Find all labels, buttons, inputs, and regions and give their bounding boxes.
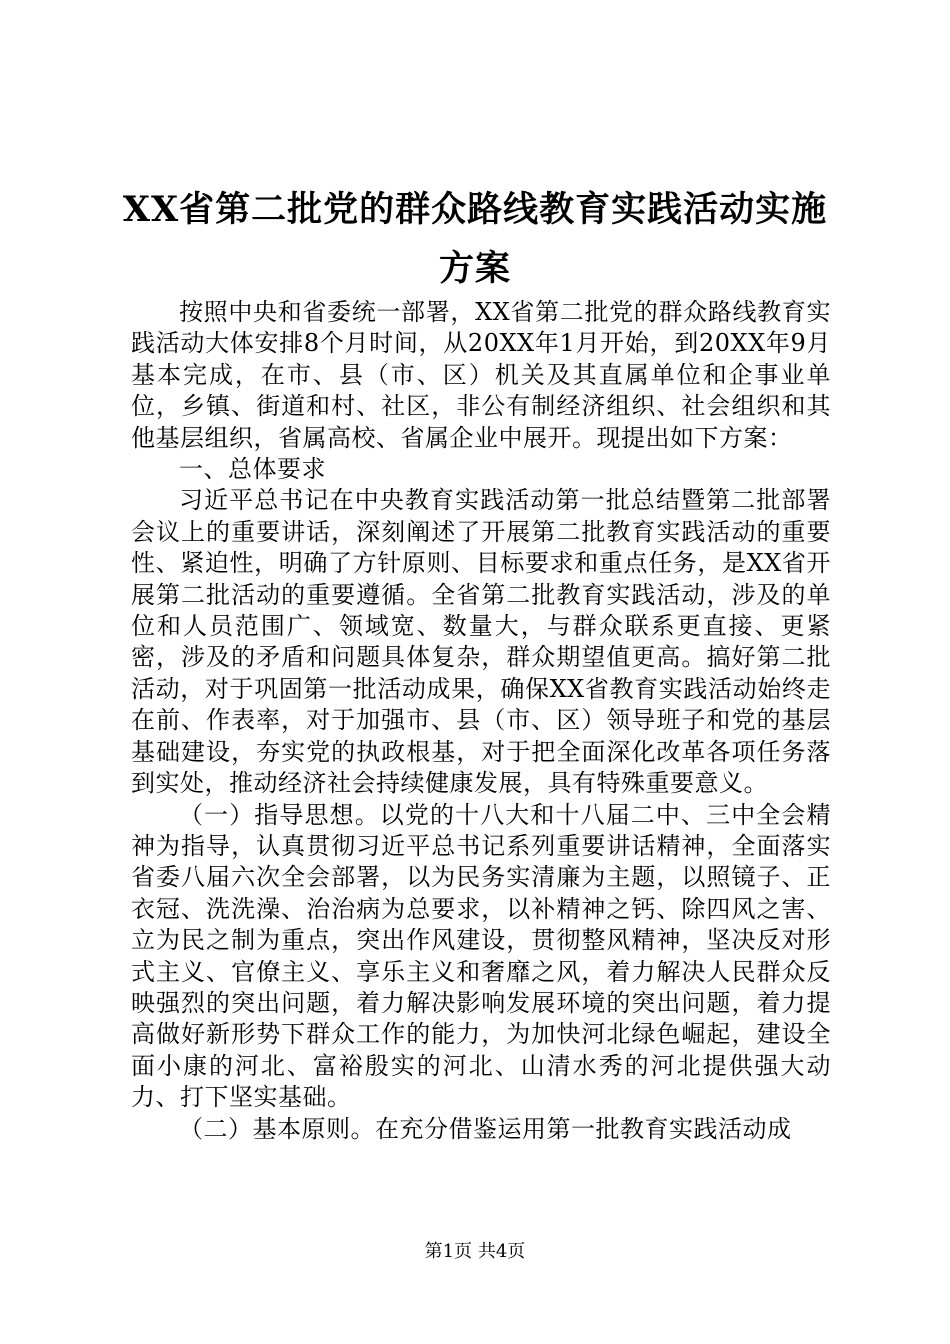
page-footer: 第1页 共4页 (424, 1241, 526, 1262)
paragraph-intro: 按照中央和省委统一部署，XX省第二批党的群众路线教育实践活动大体安排8个月时间，从20XX年1月开始，到20XX年9月基本完成，在市、县（市、区）机关及其直属单位和企事业单位，乡镇、街道和村、社区，非公有制经济组织、社会组织和其他基层组织，省属高校、省属企业中展开。现提出如下方案： (131, 298, 831, 452)
document-body (131, 297, 831, 1145)
paragraph-guiding-ideology: （一）指导思想。以党的十八大和十八届二中、三中全会精神为指导，认真贯彻习近平总书记系列重要讲话精神，全面落实省委八届六次全会部署，以为民务实清廉为主题，以照镜子、正衣冠、洗洗澡、治治病为总要求，以补精神之钙、除四风之害、立为民之制为重点，突出作风建设，贯彻整风精神，坚决反对形式主义、官僚主义、享乐主义和奢靡之风，着力解决人民群众反映强烈的突出问题，着力解决影响发展环境的突出问题，着力提高做好新形势下群众工作的能力，为加快河北绿色崛起，建设全面小康的河北、富裕殷实的河北、山清水秀的河北提供强大动力、打下坚实基础。 (131, 800, 831, 1112)
document-title-line-1: XX省第二批党的群众路线教育实践活动实施 (122, 189, 828, 230)
section-heading-overall-requirements: 一、总体要求 (179, 455, 326, 484)
document-title-line-2: 方案 (438, 248, 511, 289)
paragraph-basic-principles: （二）基本原则。在充分借鉴运用第一批教育实践活动成 (179, 1114, 792, 1143)
paragraph-significance: 习近平总书记在中央教育实践活动第一批总结暨第二批部署会议上的重要讲话，深刻阐述了开展第二批教育实践活动的重要性、紧迫性，明确了方针原则、目标要求和重点任务，是XX省开展第二批活动的重要遵循。全省第二批教育实践活动，涉及的单位和人员范围广、领域宽、数量大，与群众联系更直接、更紧密，涉及的矛盾和问题具体复杂，群众期望值更高。搞好第二批活动，对于巩固第一批活动成果，确保XX省教育实践活动始终走在前、作表率，对于加强市、县（市、区）领导班子和党的基层基础建设，夯实党的执政根基，对于把全面深化改革各项任务落到实处，推动经济社会持续健康发展，具有特殊重要意义。 (131, 486, 831, 798)
